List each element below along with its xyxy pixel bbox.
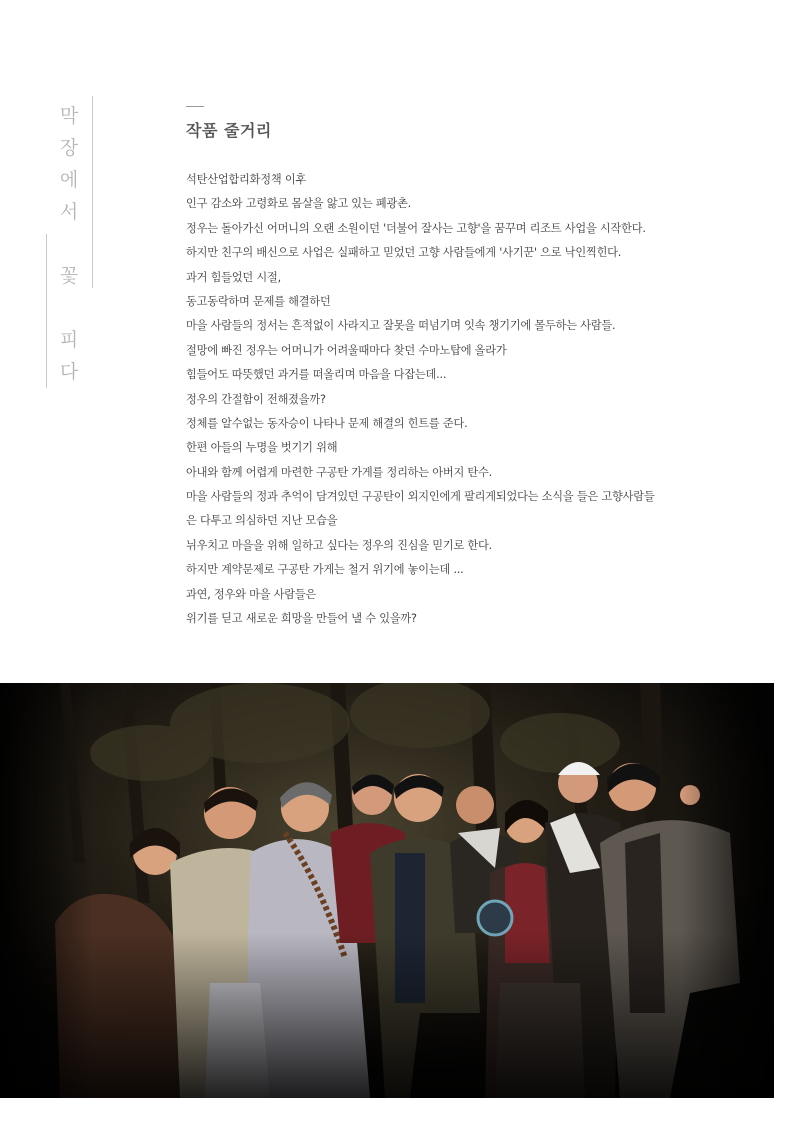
synopsis-line: 힘들어도 따뜻했던 과거를 떠올리며 마음을 다잡는데... [186, 368, 447, 382]
heading-accent-line [186, 106, 204, 107]
vertical-title-char: 서 [59, 201, 79, 223]
vertical-title [52, 100, 86, 388]
vertical-title-gap [52, 228, 86, 260]
cast-group-photo [0, 683, 774, 1098]
vertical-title-char: 에 [59, 169, 79, 191]
synopsis-line: 인구 감소와 고령화로 몸살을 앓고 있는 폐광촌. [186, 197, 412, 211]
synopsis-line: 한편 아들의 누명을 벗기기 위해 [186, 441, 338, 455]
synopsis-line: 은 다투고 의심하던 지난 모습을 [186, 514, 338, 528]
synopsis-line: 정체를 알수없는 동자승이 나타나 문제 해결의 힌트를 준다. [186, 416, 468, 430]
synopsis-line: 아내와 함께 어렵게 마련한 구공탄 가게를 정리하는 아버지 탄수. [186, 465, 492, 479]
title-divider-line [46, 234, 47, 388]
synopsis-line: 절망에 빠진 정우는 어머니가 어려울때마다 찾던 수마노탑에 올라가 [186, 343, 507, 357]
vertical-title-char: 막 [59, 105, 79, 127]
synopsis-line: 마을 사람들의 정서는 흔적없이 사라지고 잘못을 떠넘기며 잇속 챙기기에 몰두하는 사람들. [186, 319, 616, 333]
cast-group-photo-illustration [0, 683, 774, 1098]
vertical-title-char: 장 [59, 137, 79, 159]
synopsis-line: 동고동락하며 문제를 해결하던 [186, 294, 331, 308]
synopsis-line: 하지만 친구의 배신으로 사업은 실패하고 믿었던 고향 사람들에게 '사기꾼' 으로 낙인찍힌다. [186, 246, 622, 260]
vertical-title-char: 다 [59, 361, 79, 383]
synopsis-line: 마을 사람들의 정과 추억이 담겨있던 구공탄이 외지인에게 팔리게되었다는 소식을 들은 고향사람들 [186, 490, 655, 504]
synopsis-line: 과연, 정우와 마을 사람들은 [186, 587, 317, 601]
synopsis-line: 정우의 간절함이 전해졌을까? [186, 392, 326, 406]
vertical-title-char: 꽃 [59, 265, 79, 287]
title-divider-line [92, 96, 93, 288]
synopsis-line: 하지만 계약문제로 구공탄 가게는 철거 위기에 놓이는데 ... [186, 563, 464, 577]
synopsis-text [186, 168, 746, 631]
synopsis-line: 과거 힘들었던 시절, [186, 270, 281, 284]
synopsis-line: 정우는 돌아가신 어머니의 오랜 소원이던 '더불어 잘사는 고향'을 꿈꾸며 리조트 사업을 시작한다. [186, 221, 646, 235]
vertical-title-gap [52, 292, 86, 324]
synopsis-line: 뉘우치고 마을을 위해 일하고 싶다는 정우의 진심을 믿기로 한다. [186, 538, 492, 552]
section-title: 작품 줄거리 [186, 121, 272, 140]
vertical-title-char: 피 [59, 329, 79, 351]
synopsis-line: 위기를 딛고 새로운 희망을 만들어 낼 수 있을까? [186, 612, 417, 626]
synopsis-line: 석탄산업합리화정책 이후 [186, 173, 307, 186]
